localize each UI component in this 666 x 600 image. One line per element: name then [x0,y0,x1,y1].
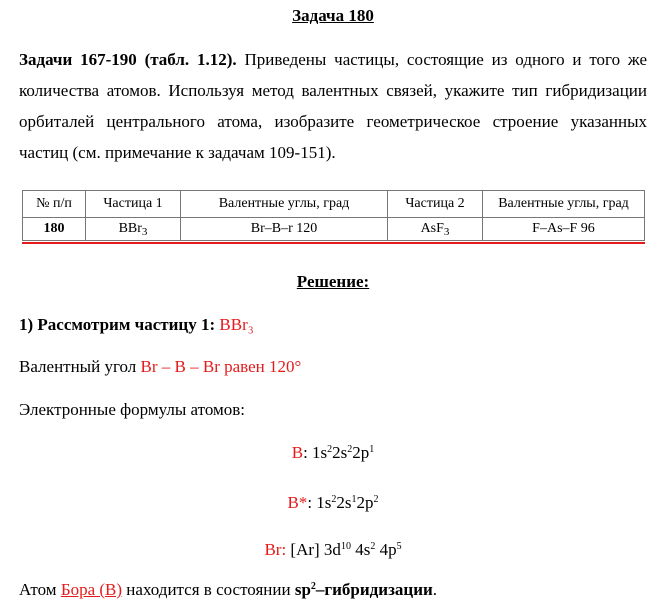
table-row [23,218,645,241]
particle2-subscript: 3 [443,226,450,238]
step1-label: 1) Рассмотрим частицу 1: [19,315,216,334]
formula-br-part: 4s [350,540,371,559]
task-statement [19,44,647,168]
angle-value: Br – B – Br равен 120° [140,357,302,376]
solution-heading: Решение: [296,272,370,291]
electronic-label: Электронные формулы атомов: [19,400,246,419]
formula-br-part: [Ar] 3d [286,540,341,559]
hybridization-word: –гибридизации [315,580,433,599]
task-statement-bold: Задачи 167-190 (табл. 1.12). [19,50,237,69]
table-cell-angle1: Br–B–r 120 [181,218,388,241]
formula-bstar-sup: 2 [331,494,337,505]
hybridization-sp: sp [294,580,311,599]
table-cell-particle1 [86,218,181,241]
formula-br-sup: 5 [396,541,402,552]
formula-br [0,540,666,560]
formula-b-part: 2s [332,443,348,462]
hybridization-line [19,580,437,600]
formula-b-sup: 1 [369,444,375,455]
table-cell-angle2: F–As–F 96 [483,218,645,241]
hybridization-type [295,580,433,599]
task-statement-text: Приведены частицы, состоящие из одного и того же количества атомов. Используя метод валентных связей, укажите тип гибридизации орбиталей центрального атома, изобразите геометрическое строение указанных частиц (см. примечание к задачам 109-151). [19,50,647,162]
formula-br-symbol: Br: [264,540,287,559]
table-red-underline [22,242,645,244]
table-header: Частица 1 [86,191,181,218]
formula-bstar-symbol: B* [287,493,308,512]
formula-bstar-part: : 1s [307,493,332,512]
particle1-formula: BBr [118,221,142,236]
angle-prefix: Валентный угол [19,357,141,376]
formula-b-part: 2p [352,443,370,462]
hybridization-mid: находится в состоянии [122,580,295,599]
table-header: Валентные углы, град [483,191,645,218]
table-header: № п/п [23,191,86,218]
formula-b-part: : 1s [303,443,328,462]
formula-b [0,443,666,463]
formula-br-sup: 10 [340,541,351,552]
task-title: Задача 180 [292,6,374,25]
formula-bstar-part: 2p [356,493,374,512]
step1-particle: BBr₃ [219,315,254,334]
step1-line [19,315,254,335]
formula-bstar [0,493,666,513]
formula-bstar-part: 2s [336,493,352,512]
hybridization-prefix: Атом [19,580,61,599]
formula-bstar-sup: 2 [373,494,379,505]
table-header-row [23,191,645,218]
table-header: Частица 2 [388,191,483,218]
formula-br-sup: 2 [370,541,376,552]
data-table [22,190,645,241]
table-header: Валентные углы, град [181,191,388,218]
hybridization-sup: 2 [310,581,316,592]
formula-b-sup: 2 [347,444,353,455]
particle1-subscript: 3 [141,226,148,238]
formula-br-part: 4p [375,540,397,559]
table-cell-particle2 [388,218,483,241]
boron-name: Бора (B) [60,580,123,599]
angle-line [19,357,301,377]
hybridization-end: . [432,580,438,599]
formula-b-symbol: B [291,443,304,462]
formula-bstar-sup: 1 [351,494,357,505]
particle2-formula: AsF [420,221,444,236]
table-cell-number: 180 [23,218,86,241]
formula-b-sup: 2 [327,444,333,455]
